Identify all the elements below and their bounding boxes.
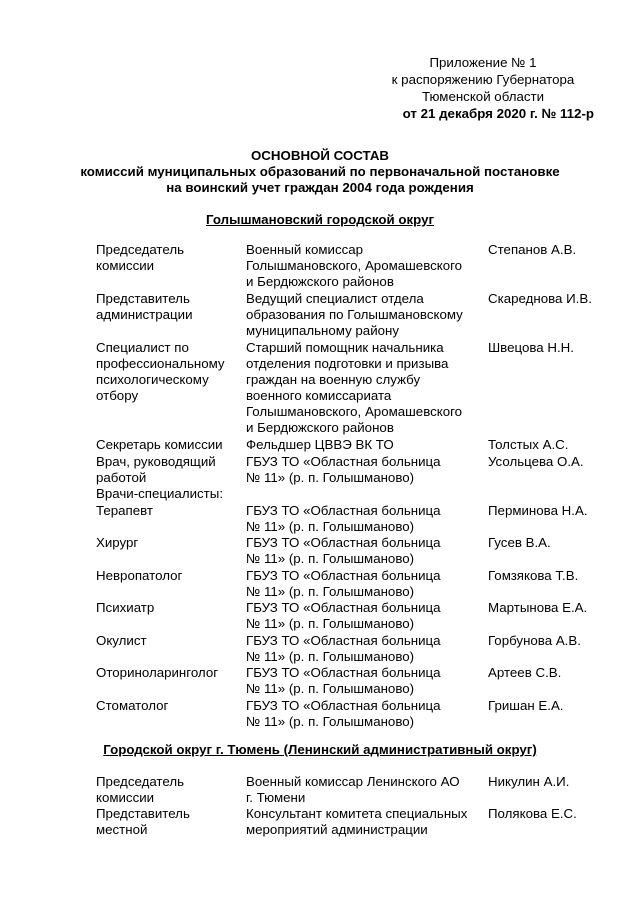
table-row (96, 291, 616, 340)
row-role: Стоматолог (96, 698, 169, 713)
table-row (96, 340, 616, 437)
row-role: Специалист по профессиональному психологическому отбору (96, 340, 225, 403)
heading-title: ОСНОВНОЙ СОСТАВ (250, 148, 390, 163)
row-position: ГБУЗ ТО «Областная больница № 11» (р. п. Голышманово) (246, 454, 441, 485)
appendix-line-2: к распоряжению Губернатора (391, 72, 575, 87)
row-role: Врач, руководящий работой Врачи-специалисты: (96, 454, 224, 501)
row-name: Степанов А.В. (488, 242, 577, 257)
row-name: Перминова Н.А. (488, 503, 588, 518)
row-role: Невропатолог (96, 568, 183, 583)
row-position: ГБУЗ ТО «Областная больница № 11» (р. п. Голышманово) (246, 503, 441, 534)
row-position: Старший помощник начальника отделения подготовки и призыва граждан на военную службу военного комиссариата Голышмановского, Аромашевского и Бердюжского районов (246, 340, 463, 435)
row-role: Оториноларинголог (96, 665, 219, 680)
appendix-line-3: Тюменской области (421, 89, 545, 104)
heading-subtitle-2: на воинский учет граждан 2004 года рождения (166, 180, 474, 195)
section-2-table (96, 774, 616, 838)
row-role: Секретарь комиссии (96, 437, 223, 452)
table-row (96, 806, 616, 838)
row-name: Толстых А.С. (488, 437, 569, 452)
table-row (96, 774, 616, 806)
table-row (96, 242, 616, 291)
table-row (96, 698, 616, 731)
row-role: Хирург (96, 535, 139, 550)
appendix-line-1: Приложение № 1 (429, 55, 537, 70)
row-name: Горбунова А.В. (488, 633, 581, 648)
row-position: Фельдшер ЦВВЭ ВК ТО (246, 437, 394, 452)
section-1-title: Голышмановский городской округ (205, 212, 435, 227)
table-row (96, 633, 616, 665)
row-role: Терапевт (96, 503, 154, 518)
table-row (96, 454, 616, 503)
table-row (96, 535, 616, 568)
row-position: ГБУЗ ТО «Областная больница № 11» (р. п. Голышманово) (246, 633, 441, 664)
section-2-title: Городской округ г. Тюмень (Ленинский административный округ) (103, 742, 537, 757)
row-name: Гомзякова Т.В. (488, 568, 579, 583)
row-name: Никулин А.И. (488, 774, 570, 789)
row-position: ГБУЗ ТО «Областная больница № 11» (р. п. Голышманово) (246, 665, 441, 696)
row-name: Гусев В.А. (488, 535, 551, 550)
row-position: Военный комиссар Голышмановского, Аромашевского и Бердюжского районов (246, 242, 463, 289)
table-row (96, 600, 616, 633)
document-heading (0, 148, 640, 196)
heading-subtitle-1: комиссий муниципальных образований по первоначальной постановке (80, 164, 560, 179)
row-name: Усольцева О.А. (488, 454, 584, 469)
row-name: Мартынова Е.А. (488, 600, 588, 615)
row-position: Военный комиссар Ленинского АО г. Тюмени (246, 774, 460, 805)
row-position: ГБУЗ ТО «Областная больница № 11» (р. п. Голышманово) (246, 698, 441, 729)
row-role: Представитель местной (96, 806, 190, 837)
row-position: ГБУЗ ТО «Областная больница № 11» (р. п. Голышманово) (246, 568, 441, 599)
row-role: Председатель комиссии (96, 242, 185, 273)
row-role: Представитель администрации (96, 291, 193, 322)
row-name: Артеев С.В. (488, 665, 562, 680)
row-name: Швецова Н.Н. (488, 340, 574, 355)
table-row (96, 568, 616, 600)
row-position: ГБУЗ ТО «Областная больница № 11» (р. п. Голышманово) (246, 600, 441, 631)
row-role: Председатель комиссии (96, 774, 185, 805)
table-row (96, 665, 616, 698)
row-position: Ведущий специалист отдела образования по Голышмановскому муниципальному району (246, 291, 463, 338)
row-position: ГБУЗ ТО «Областная больница № 11» (р. п. Голышманово) (246, 535, 441, 566)
appendix-date: от 21 декабря 2020 г. № 112-р (402, 106, 594, 121)
row-name: Скареднова И.В. (488, 291, 592, 306)
row-name: Гришан Е.А. (488, 698, 564, 713)
table-row (96, 503, 616, 535)
row-role: Психиатр (96, 600, 155, 615)
table-row (96, 437, 616, 454)
row-role: Окулист (96, 633, 147, 648)
section-1-table (96, 242, 616, 731)
appendix-block (378, 54, 594, 122)
row-position: Консультант комитета специальных мероприятий администрации (246, 806, 468, 837)
row-name: Полякова Е.С. (488, 806, 577, 821)
